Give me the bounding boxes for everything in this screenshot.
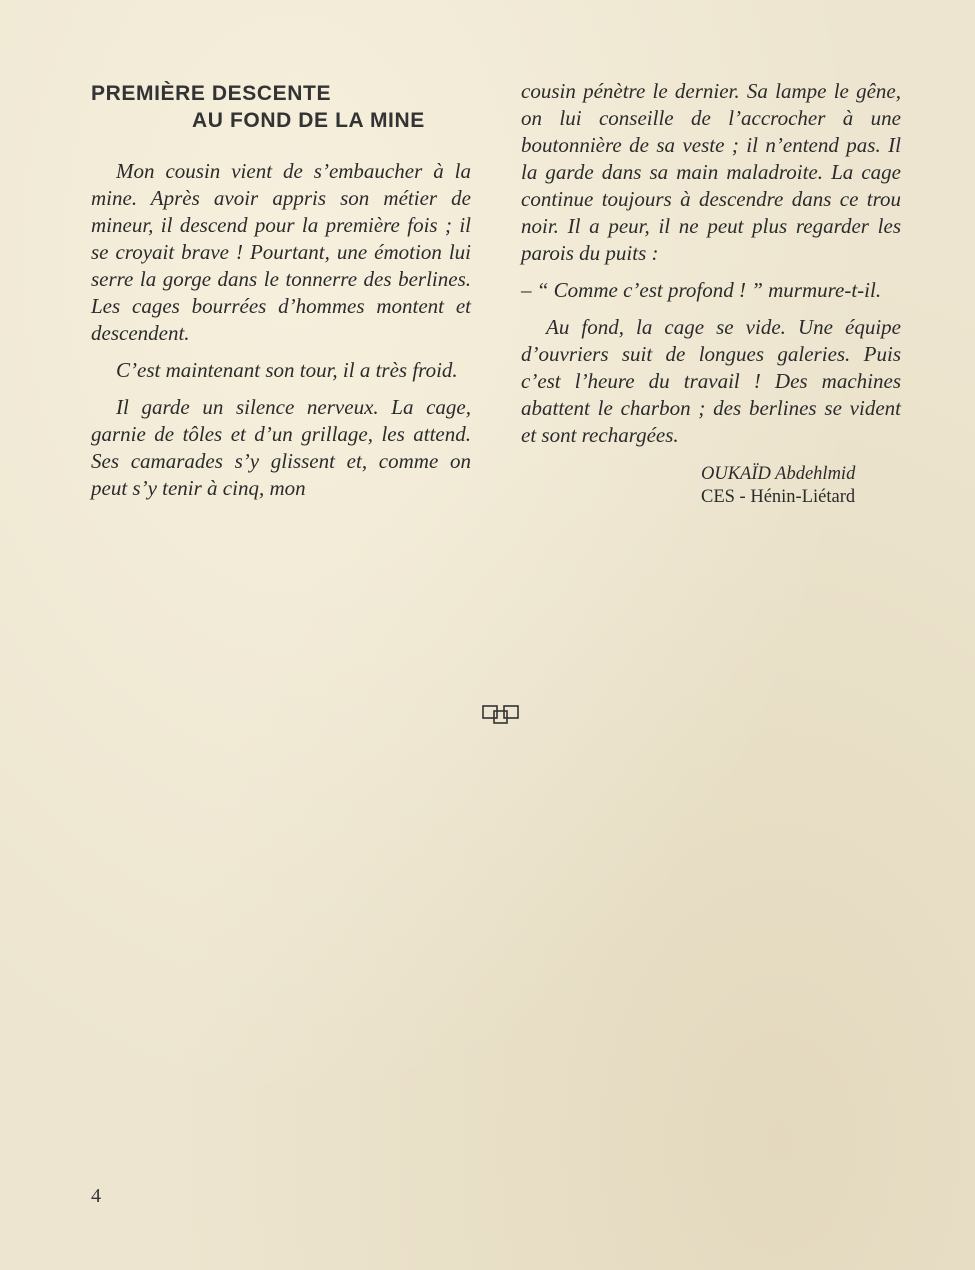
page-number: 4: [91, 1185, 101, 1207]
author-name: OUKAÏD Abdehlmid: [701, 464, 856, 484]
paragraph-continued: cousin pénètre le dernier. Sa lampe le gêne, on lui conseille de l’accrocher à une boutonnière de sa veste ; il n’entend pas. Il la garde dans sa main maladroite. La cage continue toujours à descendre dans ce trou noir. Il a peur, il ne peut plus regarder les parois du puits :: [521, 79, 901, 265]
author-school: CES - Hénin-Liétard: [701, 487, 856, 507]
paragraph: Au fond, la cage se vide. Une équipe d’ouvriers suit de longues galeries. Puis c’est l’heure du travail ! Des machines abattent le charbon ; des berlines se vident et sont rechargées.: [521, 315, 901, 447]
title-line-1: PREMIÈRE DESCENTE: [91, 82, 332, 105]
paragraph: C’est maintenant son tour, il a très froid.: [116, 358, 458, 382]
quote-paragraph: – “ Comme c’est profond ! ” murmure-t-il.: [521, 278, 882, 302]
paragraph: Il garde un silence nerveux. La cage, garnie de tôles et d’un grillage, les attend. Ses camarades s’y glissent et, comme on peut s’y tenir à cinq, mon: [91, 395, 471, 500]
article-title: [91, 80, 471, 134]
interlocking-squares-icon: [481, 702, 521, 726]
left-column: [91, 80, 471, 512]
title-line-2: AU FOND DE LA MINE: [192, 109, 425, 132]
right-column: [521, 78, 901, 509]
signature: [521, 463, 901, 509]
paragraph: Mon cousin vient de s’embaucher à la mine. Après avoir appris son métier de mineur, il descend pour la première fois ; il se croyait brave ! Pourtant, une émotion lui serre la gorge dans le tonnerre des berlines. Les cages bourrées d’hommes montent et descendent.: [91, 159, 471, 345]
